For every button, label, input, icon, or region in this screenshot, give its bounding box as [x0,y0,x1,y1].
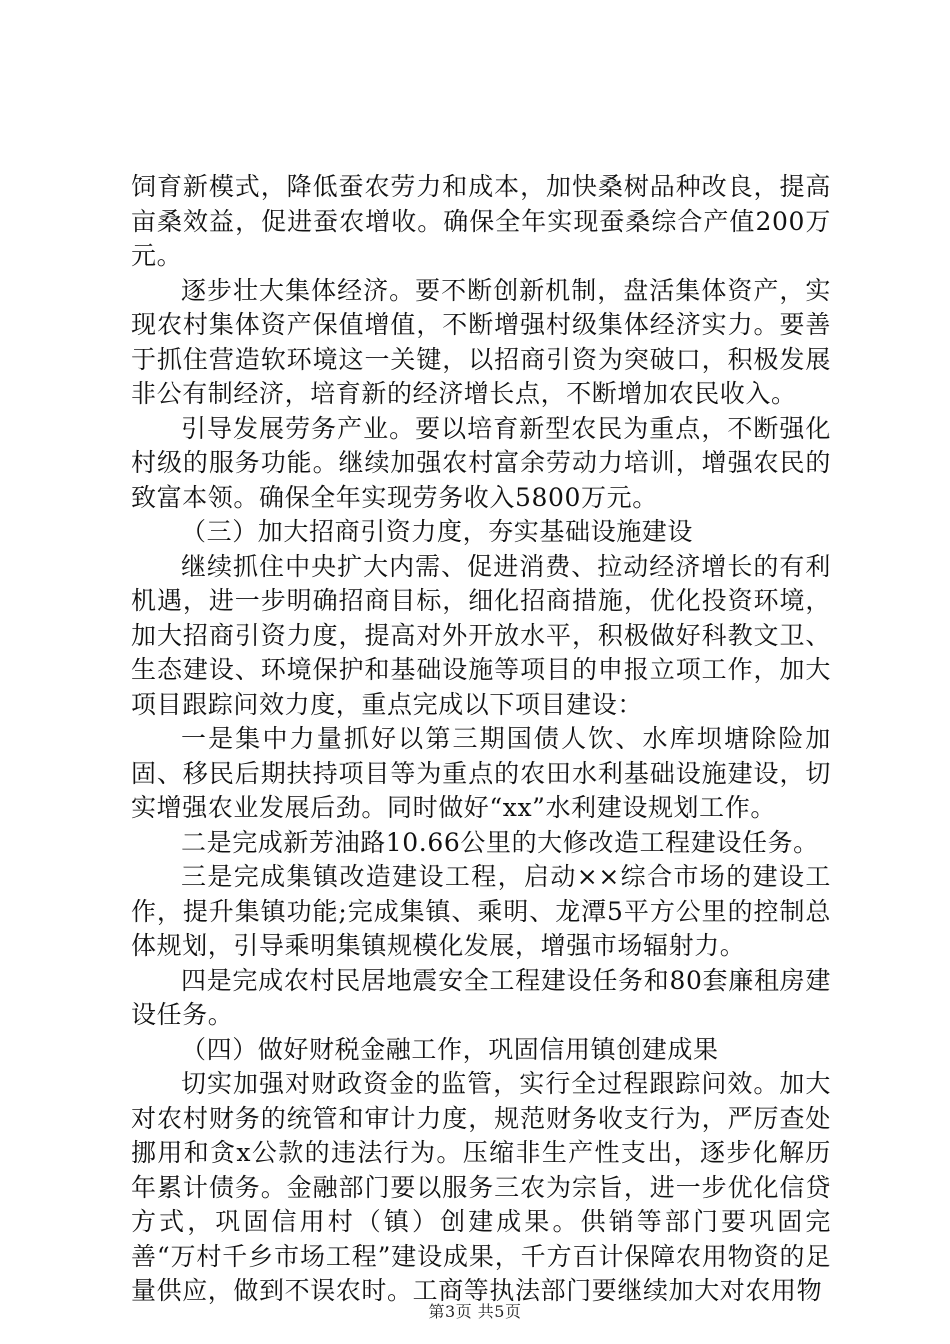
paragraph: 饲育新模式，降低蚕农劳力和成本，加快桑树品种改良，提高亩桑效益，促进蚕农增收。确保全年实现蚕桑综合产值200万元。 [131,172,831,270]
paragraph: 一是集中力量抓好以第三期国债人饮、水库坝塘除险加固、移民后期扶持项目等为重点的农田水利基础设施建设，切实增强农业发展后劲。同时做好“xx”水利建设规划工作。 [131,724,831,822]
document-body [131,170,831,1309]
paragraph: 逐步壮大集体经济。要不断创新机制，盘活集体资产，实现农村集体资产保值增值，不断增强村级集体经济实力。要善于抓住营造软环境这一关键，以招商引资为突破口，积极发展非公有制经济，培育新的经济增长点，不断增加农民收入。 [131,275,831,408]
paragraph: 切实加强对财政资金的监管，实行全过程跟踪问效。加大对农村财务的统管和审计力度，规范财务收支行为，严厉查处挪用和贪x公款的违法行为。压缩非生产性支出，逐步化解历年累计债务。金融部门要以服务三农为宗旨，进一步优化信贷方式，巩固信用村（镇）创建成果。供销等部门要巩固完善“万村千乡市场工程”建设成果，千方百计保障农用物资的足量供应，做到不误农时。工商等执法部门要继续加大对农用物 [131,1069,831,1305]
paragraph: 三是完成集镇改造建设工程，启动××综合市场的建设工作，提升集镇功能;完成集镇、乘明、龙潭5平方公里的控制总体规划，引导乘明集镇规模化发展，增强市场辐射力。 [131,862,831,960]
paragraph: 四是完成农村民居地震安全工程建设任务和80套廉租房建设任务。 [131,965,831,1029]
paragraph: 二是完成新芳油路10.66公里的大修改造工程建设任务。 [181,827,819,857]
paragraph: 继续抓住中央扩大内需、促进消费、拉动经济增长的有利机遇，进一步明确招商目标，细化招商措施，优化投资环境，加大招商引资力度，提高对外开放水平，积极做好科教文卫、生态建设、环境保护和基础设施等项目的申报立项工作，加大项目跟踪问效力度，重点完成以下项目建设： [131,551,831,719]
page-number-footer: 第3页 共5页 [428,1302,522,1321]
section-heading: （三）加大招商引资力度，夯实基础设施建设 [181,517,694,546]
section-heading: （四）做好财税金融工作，巩固信用镇创建成果 [181,1034,719,1064]
paragraph: 引导发展劳务产业。要以培育新型农民为重点，不断强化村级的服务功能。继续加强农村富余劳动力培训，增强农民的致富本领。确保全年实现劳务收入5800万元。 [131,413,831,512]
